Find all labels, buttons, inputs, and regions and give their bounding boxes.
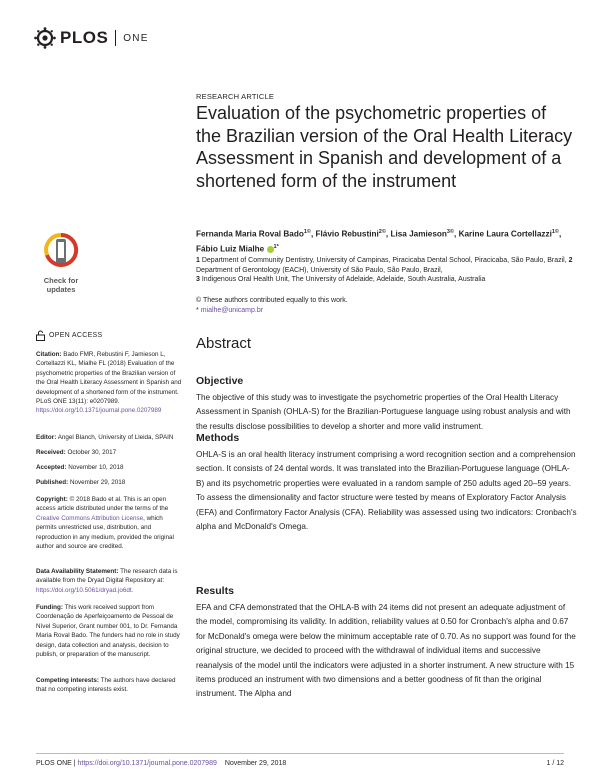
footer-doi-link[interactable]: https://doi.org/10.1371/journal.pone.0207989 (77, 760, 217, 767)
competing-interests-label: Competing interests: (36, 677, 99, 684)
accepted-date: November 10, 2018 (68, 464, 124, 471)
affiliation-item (196, 275, 576, 285)
open-lock-icon (36, 330, 45, 341)
author-name[interactable]: Flávio Rebustini (315, 229, 379, 239)
corresponding-mark: * (196, 307, 199, 314)
author-superscript: 1© (303, 229, 311, 235)
open-access-badge (36, 330, 102, 341)
funding-text: This work received support from Coordenação de Aperfeiçoamento de Pessoal de Nível Superior, Grant number 001, to Dr. Fernanda Maria Roval Bado. The funders had no role in study design, data collection and analysis, decision to publish, or preparation of the manuscript. (36, 604, 180, 659)
abstract-heading: Abstract (196, 335, 252, 352)
affiliation-number: 3 (196, 276, 200, 284)
affiliations (196, 256, 576, 285)
published-block (36, 478, 184, 487)
received-block (36, 448, 184, 457)
affiliation-item (196, 256, 576, 275)
author-name[interactable]: Fernanda Maria Roval Bado (196, 229, 304, 239)
author-superscript: 3© (446, 229, 455, 235)
author-superscript: 2© (378, 229, 386, 235)
author-list: Fernanda Maria Roval Bado$^{1©}$, Flávio Rebustini$^{2©}$, Lisa Jamieson$^{3©}$, Karine Laura Cortellazzi$^{1©}$, Fábio Luiz Mialhe $^{1*}$ (196, 229, 562, 254)
funding-block (36, 603, 184, 659)
brand-name: PLOS (60, 28, 109, 47)
author-notes (196, 296, 576, 316)
abstract-objective (196, 375, 577, 434)
editor-text: Angel Blanch, University of Lleida, SPAIN (57, 434, 174, 441)
citation-doi-link[interactable]: https://doi.org/10.1371/journal.pone.0207989 (36, 407, 162, 415)
plos-logo-icon (34, 27, 56, 49)
license-link[interactable]: Creative Commons Attribution License (36, 514, 144, 522)
dryad-link[interactable]: https://doi.org/10.5061/dryad.jo6dt. (36, 586, 134, 594)
article-type: RESEARCH ARTICLE (196, 92, 275, 101)
copyright-text: , which permits unrestricted use, distribution, and reproduction in any medium, provided the original author and source are credited. (36, 514, 174, 551)
received-date: October 30, 2017 (67, 449, 117, 456)
affiliation-text: Indigenous Oral Health Unit, The University of Adelaide, Adelaide, South Australia, Australia (201, 276, 486, 284)
footer-divider (36, 753, 564, 754)
page-footer (36, 760, 286, 767)
citation-text: Bado FMR, Rebustini F, Jamieson L, Cortellazzi KL, Mialhe FL (2018) Evaluation of the psychometric properties of the Brazilian version of the Oral Health Literacy Assessment in Spanish and development of a shortened form of the instrument. PLoS ONE 13(11): e0207989. (36, 351, 182, 406)
competing-interests-block (36, 676, 184, 695)
editor-block (36, 433, 184, 442)
check-updates-label: Check for updates (43, 276, 79, 294)
accepted-label: Accepted: (36, 464, 67, 471)
copyright-text: © 2018 Bado et al. This is an open access article distributed under the terms of the (36, 496, 169, 513)
received-label: Received: (36, 449, 66, 456)
author-name[interactable]: Lisa Jamieson (390, 229, 447, 239)
section-text: OHLA-S is an oral health literacy instrument comprising a word recognition section and a comprehension section. It consists of 24 dental words. It was translated into the Brazilian-Portuguese language (OHLA-B) and its psychometric properties were evaluated in a random sample of 250 adults aged 20–59 years. To assess the dimensionality and factor structure were tested by means of Exploratory Factor Analysis (EFA) and Confirmatory Factor Analysis (CFA). Reliability was assessed using two indicators: Cronbach's alpha and McDonald's Omega. (196, 450, 577, 532)
published-date: November 29, 2018 (69, 479, 126, 486)
orcid-icon[interactable] (267, 246, 274, 253)
logo-divider (115, 30, 116, 46)
section-heading: Results (196, 585, 234, 597)
section-text: The objective of this study was to investigate the psychometric properties of the Oral Health Literacy Assessment in Spanish (OHLA-S) for the Brazilian-Portuguese language using robust analysis and with the results disclose possibilities to develop a shorter and more valid instrument. (196, 393, 571, 431)
plos-one-logo[interactable] (34, 26, 149, 50)
section-heading: Objective (196, 375, 244, 387)
footer-journal: PLOS ONE (36, 760, 72, 767)
author-name[interactable]: Karine Laura Cortellazzi (458, 229, 552, 239)
data-availability-block (36, 567, 184, 595)
footer-date: November 29, 2018 (224, 760, 287, 767)
citation-label: Citation: (36, 351, 62, 358)
author-superscript: 1© (551, 229, 559, 235)
check-for-updates-button[interactable] (36, 231, 86, 293)
competing-interests-text: The authors have declared that no competing interests exist. (36, 677, 176, 694)
affiliation-text: Department of Gerontology (EACH), University of São Paulo, São Paulo, Brazil, (196, 266, 443, 274)
section-heading: Methods (196, 432, 240, 444)
check-updates-icon (36, 231, 86, 271)
author-superscript: 1* (273, 244, 279, 251)
corresponding-author (196, 306, 576, 316)
footer-separator: | (73, 760, 78, 767)
abstract-methods (196, 432, 577, 534)
affiliation-number: 2 (568, 257, 573, 264)
equal-contribution-note (196, 296, 576, 306)
copyright-c-icon: © (196, 297, 202, 304)
affiliation-number: 1 (196, 257, 200, 264)
abstract-results (196, 585, 577, 702)
page-number: 1 / 12 (546, 760, 564, 767)
author-name[interactable]: Fábio Luiz Mialhe (196, 244, 265, 254)
section-text: EFA and CFA demonstrated that the OHLA-B with 24 items did not present an adequate adjustment of the model, compromising its validity. In addition, reliability values at 0.50 for Cronbach's alpha and 0.67 for McDonald's omega were below the minimum acceptable rate of 0.70. As no support was found for the original structure, we decided to proceed with the withdrawal of individual items and successive reanalysis of the model until the indicators were adjusted in a shorter instrument. A new structure with 15 items produced an instrument with two dimensions and a better goodness of fit than the original instrument. The Alpha and (196, 603, 576, 699)
affiliation-text: Department of Community Dentistry, University of Campinas, Piracicaba Dental School, Piracicaba, São Paulo, Brazil, (201, 257, 567, 264)
funding-label: Funding: (36, 604, 63, 611)
data-availability-text: The research data is available from the Dryad Digital Repository at: (36, 568, 178, 585)
editor-label: Editor: (36, 434, 57, 441)
accepted-block (36, 463, 184, 472)
published-label: Published: (36, 479, 69, 486)
citation-block (36, 350, 184, 416)
data-availability-label: Data Availability Statement: (36, 568, 119, 575)
copyright-label: Copyright: (36, 496, 68, 503)
article-title: Evaluation of the psychometric properties of the Brazilian version of the Oral Health Literacy Assessment in Spanish and development of a shortened form of the instrument (196, 103, 573, 191)
open-access-label: OPEN ACCESS (49, 332, 103, 339)
journal-name: ONE (123, 32, 149, 44)
equal-contribution-text: These authors contributed equally to this work. (203, 297, 348, 304)
email-link[interactable]: mialhe@unicamp.br (200, 307, 264, 314)
copyright-block (36, 495, 184, 551)
